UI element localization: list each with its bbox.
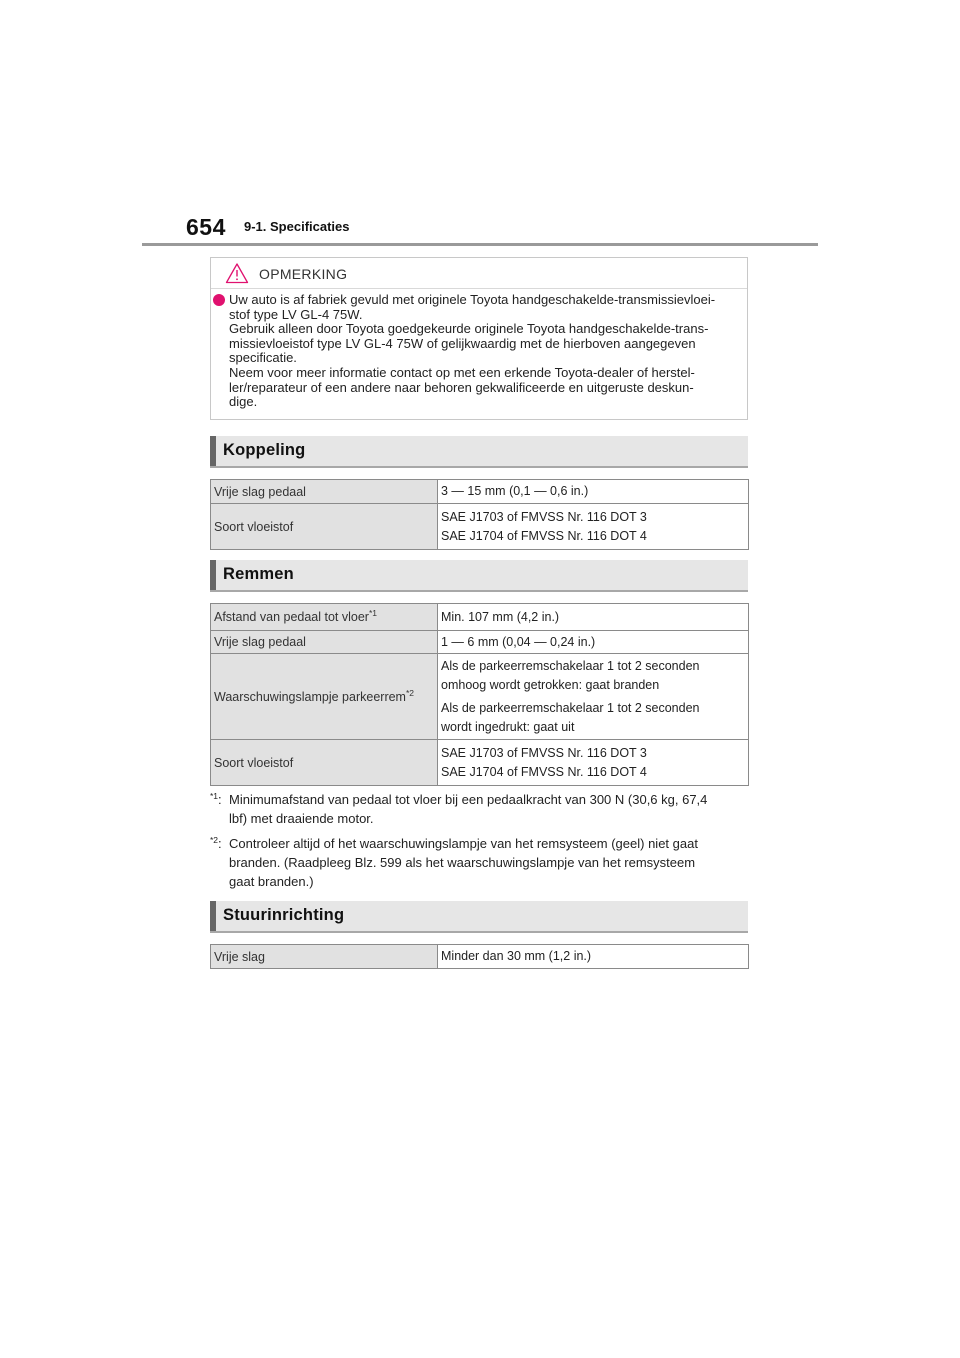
notice-line: Neem voor meer informatie contact op met een erkende Toyota-dealer of herstel- [229,364,695,380]
row-label: Soort vloeistof [211,504,438,550]
stuurinrichting-table [210,944,749,969]
value-line: 1 — 6 mm (0,04 — 0,24 in.) [441,634,596,649]
footnote-mark-text: *1 [210,791,219,801]
value-line: SAE J1704 of FMVSS Nr. 116 DOT 4 [441,528,647,543]
footnote [210,834,750,891]
row-value [438,504,749,550]
value-line: 3 — 15 mm (0,1 — 0,6 in.) [441,484,589,498]
table-row [211,504,749,550]
label-text: Afstand van pedaal tot vloer [214,610,369,624]
warning-triangle-icon [225,262,249,284]
value-line: wordt ingedrukt: gaat uit [441,719,575,734]
section-title: Remmen [223,565,294,583]
remmen-table [210,603,749,786]
section-reference: 9-1. Specificaties [244,219,350,234]
footnote-mark: $^{*2}$: [210,835,222,851]
footnote-line: gaat branden.) [229,874,314,889]
row-label: Vrije slag pedaal [211,631,438,654]
section-header-remmen [210,560,748,592]
row-label [211,604,438,631]
row-value [438,945,749,969]
value-line: SAE J1703 of FMVSS Nr. 116 DOT 3 [441,745,647,760]
notice-line: missievloeistof type LV GL-4 75W of gelijkwaardig met de hierboven aangegeven [229,335,696,351]
notice-title: OPMERKING [259,266,348,282]
notice-divider [211,288,747,289]
koppeling-table [210,479,749,550]
notice-line: specificatie. [229,350,297,366]
footnote-line: lbf) met draaiende motor. [229,811,374,826]
table-row [211,631,749,654]
row-value [438,631,749,654]
footnotes [210,790,750,893]
row-value [438,604,749,631]
row-label: Soort vloeistof [211,740,438,786]
footnote [210,790,750,828]
notice-box [210,257,748,420]
value-line: Als de parkeerremschakelaar 1 tot 2 seconden [441,700,700,715]
footnote-line: Minimumafstand van pedaal tot vloer bij een pedaalkracht van 300 N (30,6 kg, 67,4 [229,792,708,807]
section-header-koppeling [210,436,748,468]
header-rule [142,243,818,246]
section-marker [210,560,216,590]
section-title: Stuurinrichting [223,906,345,924]
row-value [438,480,749,504]
section-header-stuurinrichting [210,901,748,933]
row-label [211,654,438,740]
table-row [211,604,749,631]
notice-body [213,293,743,410]
value-line: Als de parkeerremschakelaar 1 tot 2 seconden [441,658,700,673]
value-line: Min. 107 mm (4,2 in.) [441,609,560,624]
value-line: Minder dan 30 mm (1,2 in.) [441,949,592,963]
section-title: Koppeling [223,441,306,459]
row-label: Vrije slag pedaal [211,480,438,504]
notice-line: dige. [229,394,258,410]
table-row [211,740,749,786]
label-text: Waarschuwingslampje parkeerrem [214,689,406,704]
table-row [211,480,749,504]
value-line: SAE J1704 of FMVSS Nr. 116 DOT 4 [441,764,647,779]
table-row [211,654,749,740]
footnote-ref: *1 [368,608,378,618]
value-line: SAE J1703 of FMVSS Nr. 116 DOT 3 [441,509,647,524]
footnote-line: Controleer altijd of het waarschuwingslampje van het remsysteem (geel) niet gaat [229,836,698,851]
notice-line: stof type LV GL-4 75W. [229,306,363,322]
footnote-ref: *2 [405,687,415,698]
footnote-line: branden. (Raadpleeg Blz. 599 als het waarschuwingslampje van het remsysteem [229,855,696,870]
bullet-icon [213,294,225,306]
table-row [211,945,749,969]
page-number: 654 [186,214,226,240]
footnote-mark-text: *2 [210,835,219,845]
section-marker [210,436,216,466]
notice-line: ler/reparateur of een andere naar behoren gekwalificeerde en uitgeruste deskun- [229,379,694,395]
footnote-mark: $^{*1}$: [210,791,222,807]
row-label: Vrije slag [211,945,438,969]
row-value [438,654,749,740]
notice-line: Uw auto is af fabriek gevuld met originele Toyota handgeschakelde-transmissievloei- [229,292,716,307]
notice-text [229,293,743,410]
notice-header [211,258,747,288]
section-marker [210,901,216,931]
notice-line: Gebruik alleen door Toyota goedgekeurde originele Toyota handgeschakelde-trans- [229,321,709,337]
row-value [438,740,749,786]
value-line: omhoog wordt getrokken: gaat branden [441,677,660,692]
